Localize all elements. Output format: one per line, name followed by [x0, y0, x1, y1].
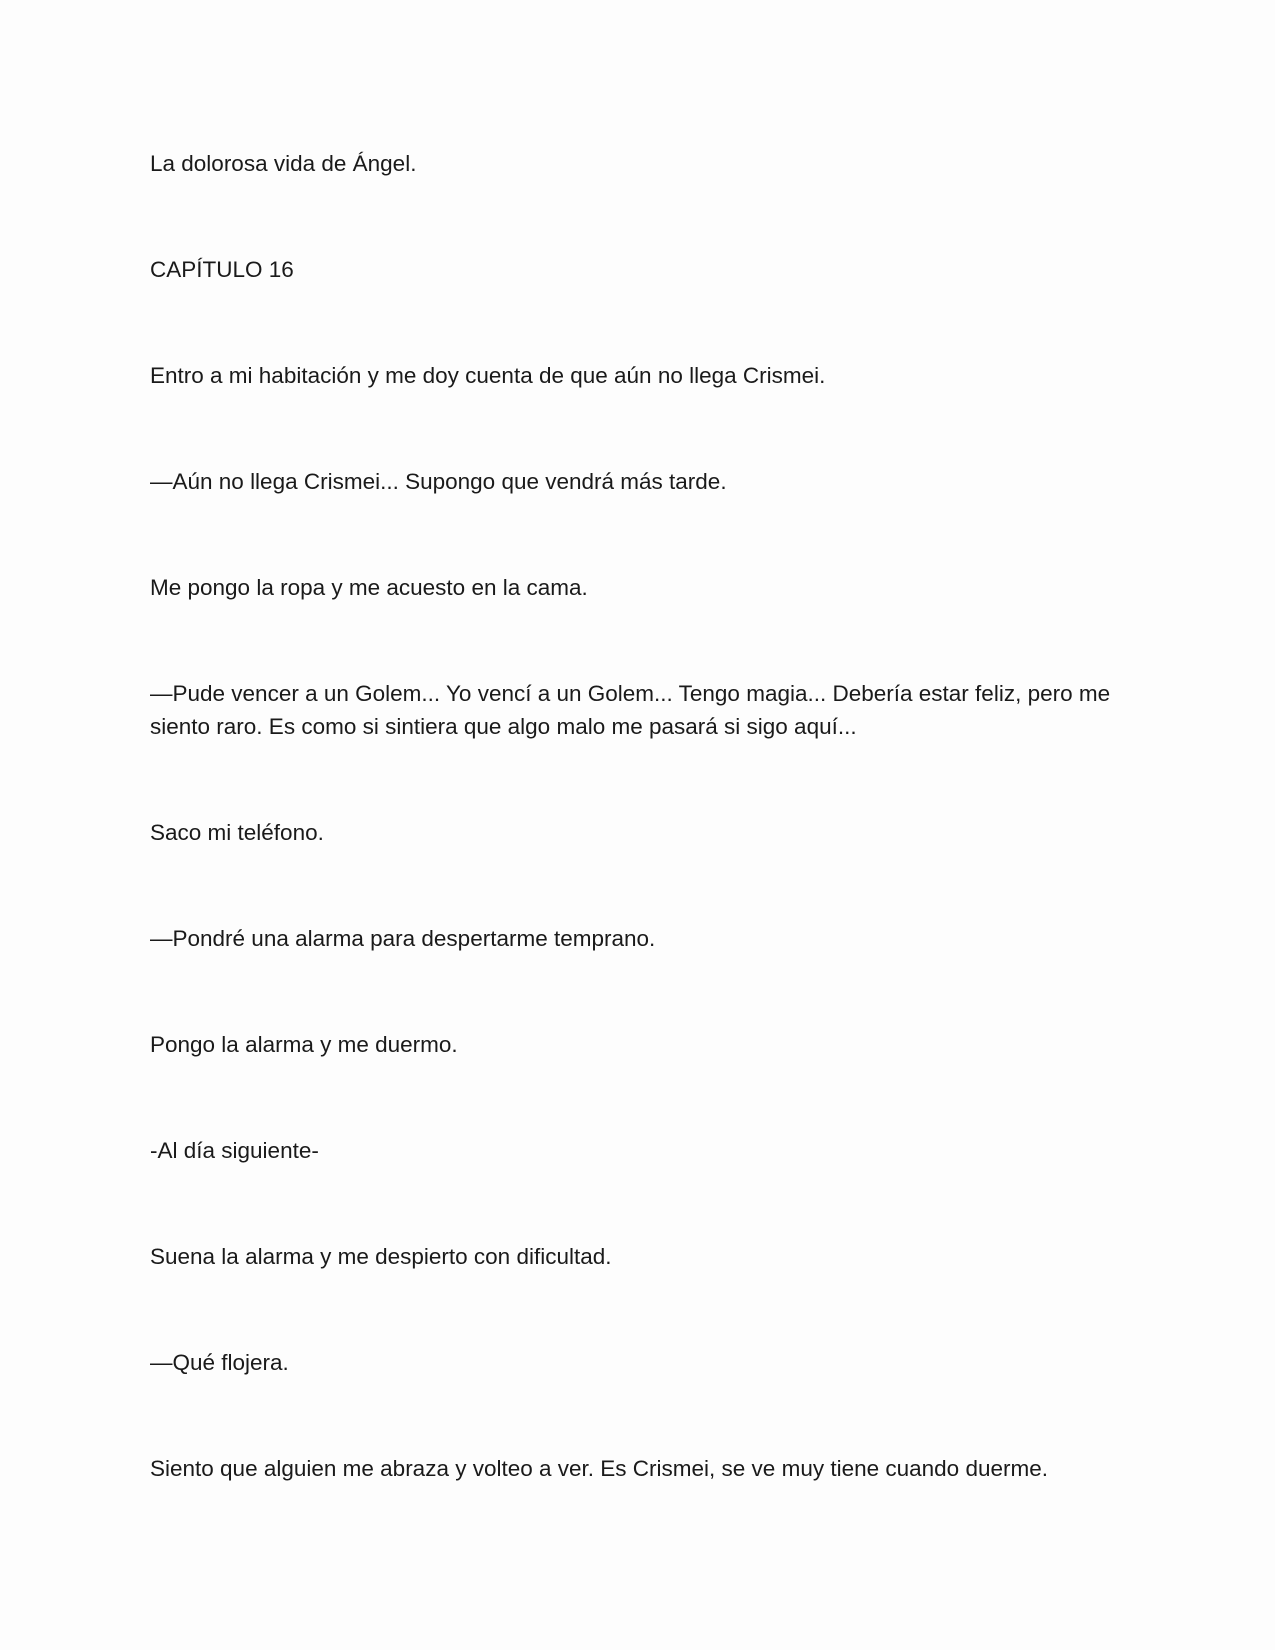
paragraph: Suena la alarma y me despierto con dificultad. — [150, 1244, 612, 1269]
dialogue-paragraph: —Aún no llega Crismei... Supongo que vendrá más tarde. — [150, 469, 727, 494]
scene-break: -Al día siguiente- — [150, 1138, 319, 1163]
paragraph: Me pongo la ropa y me acuesto en la cama. — [150, 575, 588, 600]
dialogue-paragraph: —Pude vencer a un Golem... Yo vencí a un Golem... Tengo magia... Debería estar feliz, pero me siento raro. Es como si sintiera que algo malo me pasará si sigo aquí... — [150, 681, 1111, 739]
paragraph: Siento que alguien me abraza y volteo a ver. Es Crismei, se ve muy tiene cuando duerme. — [150, 1456, 1048, 1481]
paragraph: Saco mi teléfono. — [150, 820, 324, 845]
document-title: La dolorosa vida de Ángel. — [150, 151, 417, 176]
dialogue-paragraph: —Pondré una alarma para despertarme temprano. — [150, 926, 656, 951]
dialogue-paragraph: —Qué flojera. — [150, 1350, 289, 1375]
paragraph: Entro a mi habitación y me doy cuenta de que aún no llega Crismei. — [150, 363, 826, 388]
chapter-heading: CAPÍTULO 16 — [150, 257, 294, 282]
paragraph: Pongo la alarma y me duermo. — [150, 1032, 458, 1057]
